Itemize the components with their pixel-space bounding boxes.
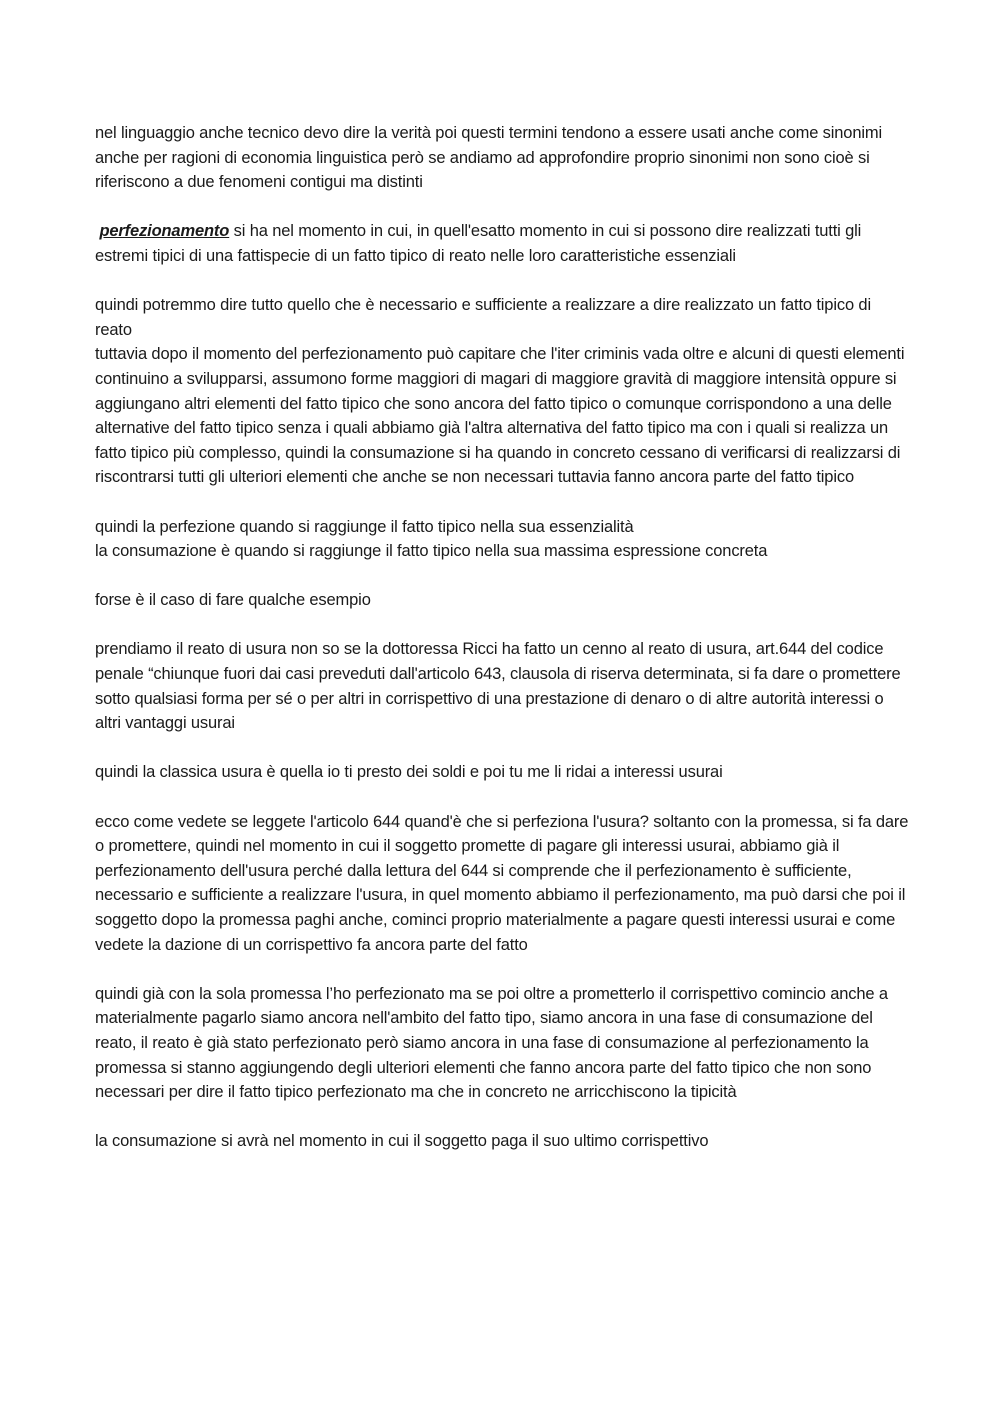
paragraph-tuttavia: tuttavia dopo il momento del perfezionamento può capitare che l'iter criminis vada oltre e alcuni di questi elementi continuino a svilupparsi, assumono forme maggiori di magari di maggiore gravità di maggiore intensità oppure si aggiungano altri elementi del fatto tipico che sono ancora del fatto tipico o comunque corrispondono a una delle alternative del fatto tipico senza i quali abbiamo già l'altra alternativa del fatto tipico ma con i quali si realizza un fatto tipico più complesso, quindi la consumazione si ha quando in concreto cessano di verificarsi di realizzarsi di riscontrarsi tutti gli ulteriori elementi che anche se non necessari tuttavia fanno ancora parte del fatto tipico [95, 345, 905, 487]
document-body [95, 121, 910, 1154]
blank-line [95, 613, 910, 638]
paragraph-articolo-644: ecco come vedete se leggete l'articolo 644 quand'è che si perfeziona l'usura? soltanto con la promessa, si fa dare o promettere, quindi nel momento in cui il soggetto promette di pagare gli interessi usurai, abbiamo già il perfezionamento dell'usura perché dalla lettura del 644 si comprende che il perfezionamento è sufficiente, necessario e sufficiente a realizzare l'usura, in quel momento abbiamo il perfezionamento, ma può darsi che poi il soggetto dopo la promessa paghi anche, cominci proprio materialmente a pagare questi interessi usurai e come vedete la dazione di un corrispettivo fa ancora parte del fatto [95, 812, 909, 954]
paragraph-perfezionamento [95, 219, 910, 268]
paragraph-promessa: quindi già con la sola promessa l’ho perfezionato ma se poi oltre a prometterlo il corrispettivo comincio anche a materialmente pagarlo siamo ancora nell'ambito del fatto tipo, siamo ancora in una fase di consumazione del reato, il reato è già stato perfezionato però siamo ancora in una fase di consumazione al perfezionamento la promessa si stanno aggiungendo degli ulteriori elementi che fanno ancora parte del fatto tipico che non sono necessari per dire il fatto tipico perfezionato ma che in concreto ne arricchiscono la tipicità [95, 984, 888, 1102]
blank-line [95, 1105, 910, 1130]
paragraph-usura: prendiamo il reato di usura non so se la dottoressa Ricci ha fatto un cenno al reato di usura, art.644 del codice penale “chiunque fuori dai casi preveduti dall'articolo 643, clausola di riserva determinata, si fa dare o promettere sotto qualsiasi forma per sé o per altri in corrispettivo di una prestazione di denaro o di altre autorità interessi o altri vantaggi usurai [95, 640, 901, 733]
blank-line [95, 564, 910, 589]
blank-line [95, 490, 910, 515]
blank-line [95, 269, 910, 294]
blank-line [95, 736, 910, 761]
paragraph-classica-usura: quindi la classica usura è quella io ti presto dei soldi e poi tu me li ridai a interessi usurai [95, 763, 723, 782]
paragraph-necessario: quindi potremmo dire tutto quello che è necessario e sufficiente a realizzare a dire realizzato un fatto tipico di reato [95, 296, 871, 339]
paragraph-perfezione: quindi la perfezione quando si raggiunge il fatto tipico nella sua essenzialità [95, 517, 634, 536]
blank-line [95, 957, 910, 982]
paragraph-esempio: forse è il caso di fare qualche esempio [95, 591, 371, 610]
blank-line [95, 785, 910, 810]
paragraph-perfezionamento-text: si ha nel momento in cui, in quell'esatto momento in cui si possono dire realizzati tutti gli estremi tipici di una fattispecie di un fatto tipico di reato nelle loro caratteristiche essenziali [95, 222, 862, 265]
paragraph-ultimo-corrispettivo: la consumazione si avrà nel momento in cui il soggetto paga il suo ultimo corrispettivo [95, 1132, 709, 1151]
paragraph-intro: nel linguaggio anche tecnico devo dire la verità poi questi termini tendono a essere usati anche come sinonimi anche per ragioni di economia linguistica però se andiamo ad approfondire proprio sinonimi non sono cioè si riferiscono a due fenomeni contigui ma distinti [95, 124, 882, 192]
term-perfezionamento: perfezionamento [99, 222, 230, 241]
blank-line [95, 195, 910, 220]
paragraph-consumazione: la consumazione è quando si raggiunge il fatto tipico nella sua massima espressione concreta [95, 542, 768, 561]
